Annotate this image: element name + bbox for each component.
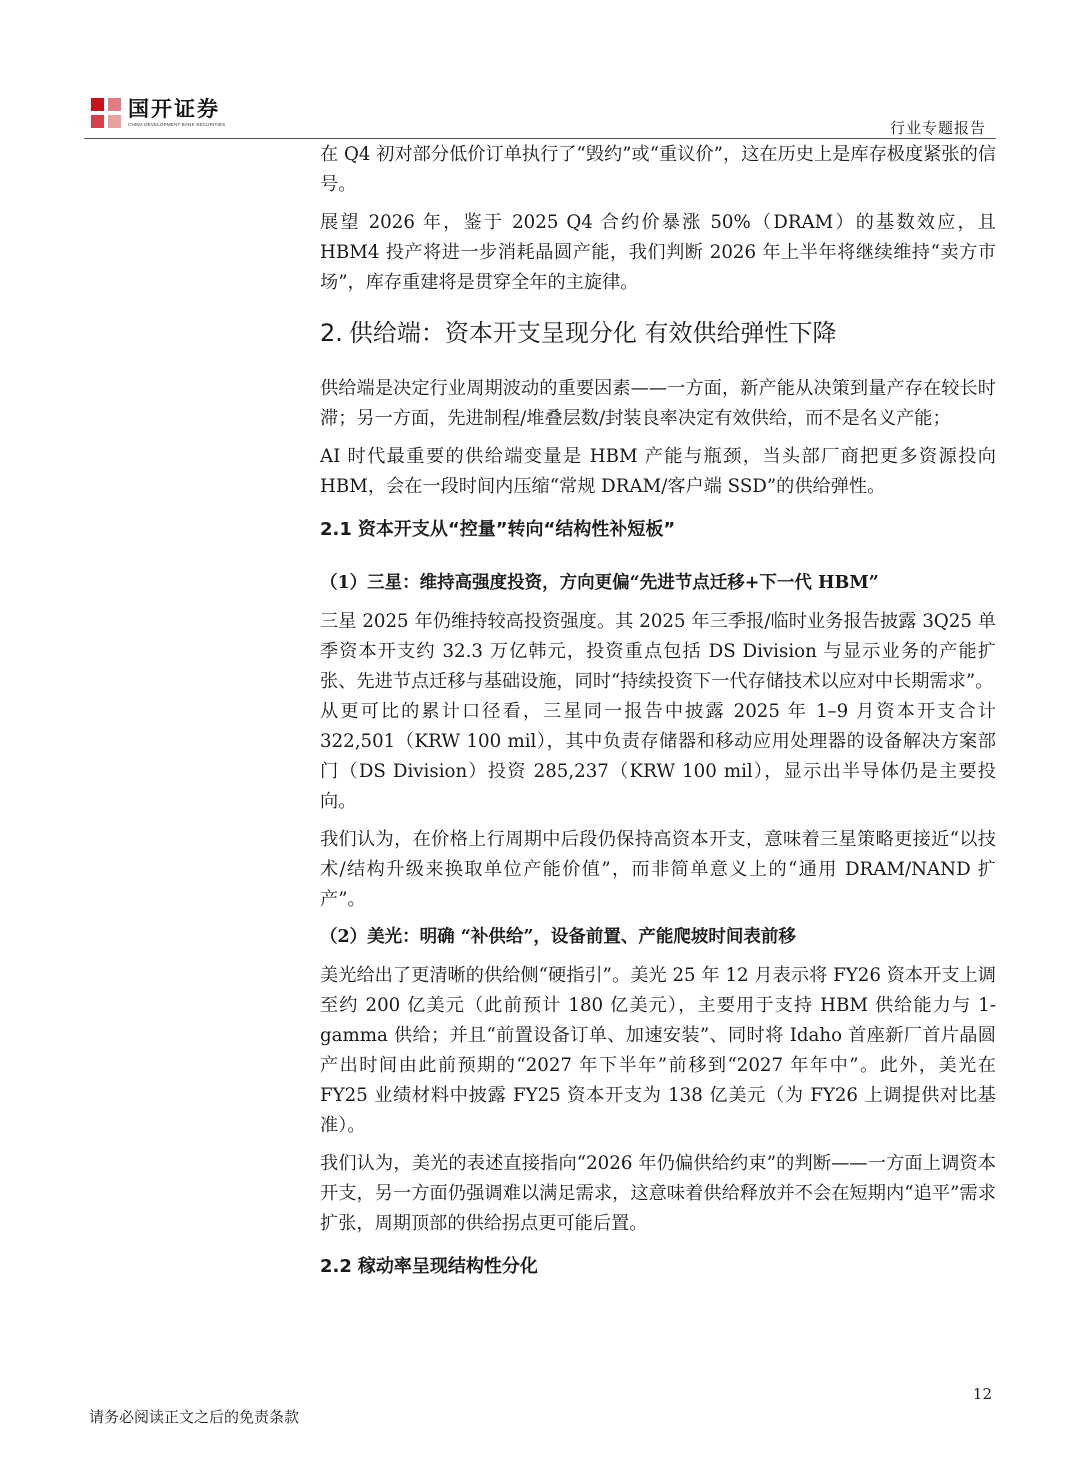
page-number: 12 <box>972 1385 992 1403</box>
brand-name: 国开证券 <box>128 96 220 121</box>
section-title: 供给端：资本开支呈现分化 有效供给弹性下降 <box>348 319 837 347</box>
page-content <box>320 140 996 1298</box>
item-heading: （1）三星：维持高强度投资，方向更偏“先进节点迁移+下一代 HBM” <box>320 573 879 593</box>
brand-name-en: CHINA DEVELOPMENT BANK SECURITIES <box>128 121 226 127</box>
subsection-title: 资本开支从“控量”转向“结构性补短板” <box>357 519 676 540</box>
subsection-heading <box>320 1239 996 1298</box>
subsection-number: 2.1 <box>320 519 352 540</box>
paragraph: 从更可比的累计口径看，三星同一报告中披露 2025 年 1–9 月资本开支合计 322,501（KRW 100 mil），其中负责存储器和移动应用处理器的设备解决方案部门（DS Division）投资 285,237（KRW 100 mil），显示出半导体仍是主要投向。 <box>320 701 996 812</box>
paragraph: 三星 2025 年仍维持较高投资强度。其 2025 年三季报/临时业务报告披露 3Q25 单季资本开支约 32.3 万亿韩元，投资重点包括 DS Division 与显示业务的产能扩张、先进节点迁移与基础设施，同时“持续投资下一代存储技术以应对中长期需求”。 <box>320 611 996 692</box>
paragraph: 美光给出了更清晰的供给侧“硬指引”。美光 25 年 12 月表示将 FY26 资本开支上调至约 200 亿美元（此前预计 180 亿美元），主要用于支持 HBM 供给能力与 1-gamma 供给；并且“前置设备订单、加速安装”、同时将 Idaho 首座新厂首片晶圆产出时间由此前预期的“2027 年下半年”前移到“2027 年年中”。此外，美光在 FY25 业绩材料中披露 FY25 资本开支为 138 亿美元（为 FY26 上调提供对比基准）。 <box>320 965 996 1136</box>
paragraph: AI 时代最重要的供给端变量是 HBM 产能与瓶颈，当头部厂商把更多资源投向 HBM，会在一段时间内压缩“常规 DRAM/客户端 SSD”的供给弹性。 <box>320 446 996 497</box>
paragraph: 供给端是决定行业周期波动的重要因素——一方面，新产能从决策到量产存在较长时滞；另一方面，先进制程/堆叠层数/封装良率决定有效供给，而不是名义产能； <box>320 378 996 429</box>
paragraph: 在 Q4 初对部分低价订单执行了“毁约”或“重议价”，这在历史上是库存极度紧张的信号。 <box>320 144 996 195</box>
paragraph: 我们认为，在价格上行周期中后段仍保持高资本开支，意味着三星策略更接近“以技术/结构升级来换取单位产能价值”，而非简单意义上的“通用 DRAM/NAND 扩产”。 <box>320 829 996 910</box>
header-divider <box>84 138 996 139</box>
disclaimer-note: 请务必阅读正文之后的免责条款 <box>89 1408 300 1426</box>
section-number: 2. <box>320 319 343 347</box>
logo-mark-icon <box>91 98 121 128</box>
item-heading: （2）美光：明确 “补供给”，设备前置、产能爬坡时间表前移 <box>320 927 796 947</box>
paragraph: 我们认为，美光的表述直接指向“2026 年仍偏供给约束”的判断——一方面上调资本开支，另一方面仍强调难以满足需求，这意味着供给释放并不会在短期内“追平”需求扩张，周期顶部的供给拐点更可能后置。 <box>320 1153 996 1234</box>
subsection-number: 2.2 <box>320 1256 352 1277</box>
subsection-title: 稼动率呈现结构性分化 <box>357 1256 538 1277</box>
subsection-heading <box>320 502 996 561</box>
paragraph: 展望 2026 年，鉴于 2025 Q4 合约价暴涨 50%（DRAM）的基数效应，且 HBM4 投产将进一步消耗晶圆产能，我们判断 2026 年上半年将继续维持“卖方市场”，库存重建将是贯穿全年的主旋律。 <box>320 212 996 293</box>
document-type: 行业专题报告 <box>889 119 986 137</box>
brand-logo <box>91 98 225 128</box>
section-heading <box>320 298 996 374</box>
